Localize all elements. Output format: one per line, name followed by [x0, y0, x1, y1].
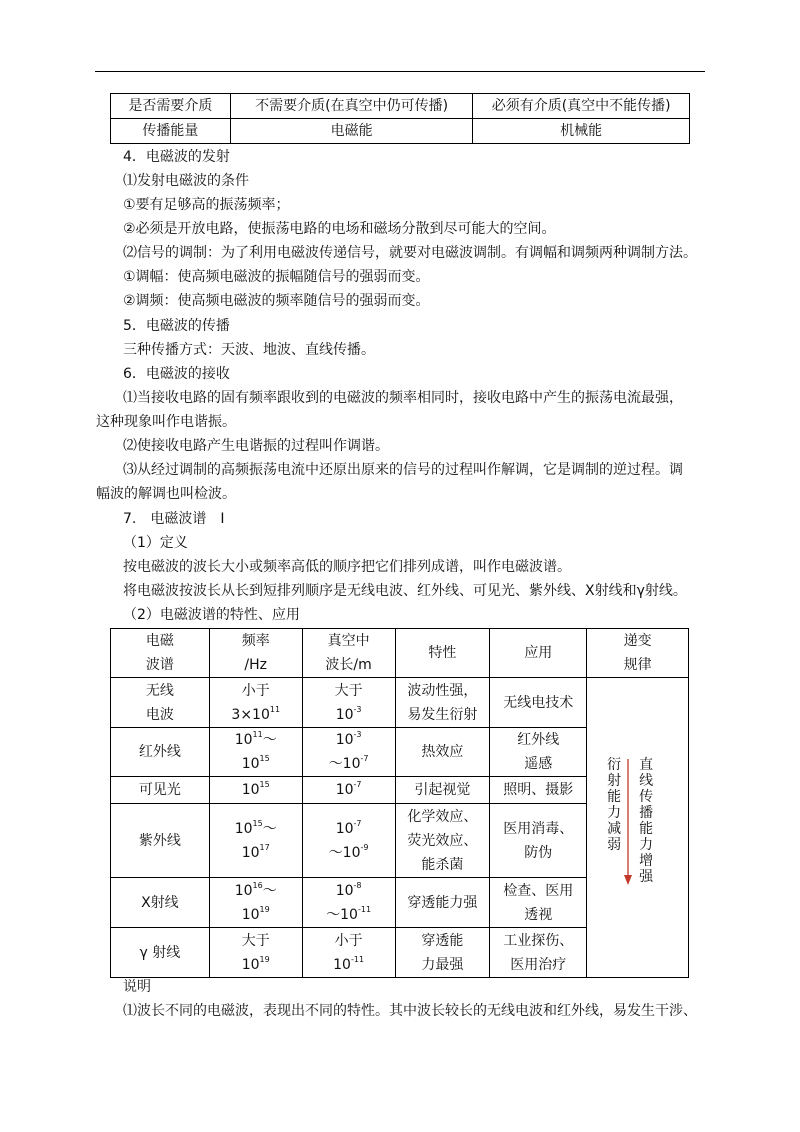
table-cell: $10^{-7}$ $\sim 10^{-9}$	[302, 804, 395, 878]
paragraph: 将电磁波按波长从长到短排列顺序是无线电波、红外线、可见光、紫外线、X射线和γ射线。	[123, 583, 687, 599]
paragraph: ①要有足够高的振荡频率；	[123, 197, 290, 213]
table-cell: 红外线	[111, 728, 210, 777]
column-header: 应用	[490, 629, 587, 678]
paragraph: ⑵使接收电路产生电谐振的过程叫作调谐。	[123, 438, 389, 454]
table-cell: 检查、医用 透视	[490, 878, 587, 928]
table-cell: $10^{15}\sim$ $10^{17}$	[209, 804, 302, 878]
paragraph: ⑵信号的调制：为了利用电磁波传递信号，就要对电磁波调制。有调幅和调频两种调制方法。	[123, 245, 697, 261]
section-heading: 4．电磁波的发射	[123, 149, 230, 165]
table-cell: $10^{-3}$ $\sim 10^{-7}$	[302, 728, 395, 777]
paragraph: 这种现象叫作电谐振。	[96, 414, 236, 430]
trend-char: 射	[607, 773, 622, 789]
table-cell: 热效应	[395, 728, 490, 777]
paragraph: ⑴当接收电路的固有频率跟收到的电磁波的频率相同时，接收电路中产生的振荡电流最强，	[123, 390, 683, 406]
paragraph: ⑴发射电磁波的条件	[123, 173, 249, 189]
table-cell: 是否需要介质	[111, 94, 231, 119]
trend-char: 能	[639, 821, 654, 837]
paragraph: ①调幅：使高频电磁波的振幅随信号的强弱而变。	[123, 269, 430, 285]
trend-right-text	[638, 757, 654, 885]
down-arrow-icon	[620, 757, 636, 887]
trend-char: 增	[639, 853, 654, 869]
table-cell: 必须有介质(真空中不能传播)	[473, 94, 690, 119]
column-header: 特性	[395, 629, 490, 678]
table-cell: 化学效应、 荧光效应、 能杀菌	[395, 804, 490, 878]
spectrum-table	[110, 628, 689, 978]
section-heading: 6．电磁波的接收	[123, 366, 230, 382]
table-cell: 紫外线	[111, 804, 210, 878]
table-cell: 波动性强， 易发生衍射	[395, 678, 490, 728]
section-heading: 7. 电磁波谱 Ⅰ	[123, 511, 225, 527]
section-heading: 5．电磁波的传播	[123, 318, 230, 334]
table-cell: γ 射线	[111, 928, 210, 978]
table-cell: 医用消毒、 防伪	[490, 804, 587, 878]
table-header-row	[111, 629, 689, 678]
table-cell: 穿透能力强	[395, 878, 490, 928]
paragraph: ⑴波长不同的电磁波，表现出不同的特性。其中波长较长的无线电波和红外线，易发生干涉、	[123, 1003, 697, 1019]
table-cell: 红外线 遥感	[490, 728, 587, 777]
table-cell: 工业探伤、 医用治疗	[490, 928, 587, 978]
table-cell: 无线 电波	[111, 678, 210, 728]
paragraph: ②必须是开放电路，使振荡电路的电场和磁场分散到尽可能大的空间。	[123, 221, 556, 237]
column-header: 递变 规律	[587, 629, 689, 678]
trend-char: 衍	[607, 757, 622, 773]
table-cell: 穿透能 力最强	[395, 928, 490, 978]
table-cell: $10^{16}\sim$ $10^{19}$	[209, 878, 302, 928]
note-heading: 说明	[123, 979, 151, 995]
paragraph: （2）电磁波谱的特性、应用	[123, 607, 300, 623]
trend-char: 力	[607, 805, 622, 821]
table-cell: 不需要介质(在真空中仍可传播)	[230, 94, 473, 119]
column-header: 真空中 波长/m	[302, 629, 395, 678]
table-cell: X射线	[111, 878, 210, 928]
trend-char: 直	[639, 757, 654, 773]
header-rule	[95, 71, 705, 72]
table-cell: $10^{-8}$ $\sim 10^{-11}$	[302, 878, 395, 928]
table-cell: 可见光	[111, 777, 210, 804]
table-cell: 小于 $10^{-11}$	[302, 928, 395, 978]
trend-cell	[587, 678, 689, 978]
table-row	[111, 94, 690, 119]
table-cell: $10^{15}$	[209, 777, 302, 804]
trend-char: 线	[639, 773, 654, 789]
column-header: 电磁 波谱	[111, 629, 210, 678]
trend-char: 弱	[607, 837, 622, 853]
trend-char: 减	[607, 821, 622, 837]
table-cell: 传播能量	[111, 119, 231, 144]
paragraph: （1）定义	[123, 535, 188, 551]
comparison-table	[110, 93, 690, 144]
table-cell: 小于 $3\times 10^{11}$	[209, 678, 302, 728]
paragraph: 三种传播方式：天波、地波、直线传播。	[123, 342, 375, 358]
paragraph: 按电磁波的波长大小或频率高低的顺序把它们排列成谱，叫作电磁波谱。	[123, 559, 571, 575]
table-cell: 大于 $10^{19}$	[209, 928, 302, 978]
table-cell: 大于 $10^{-3}$	[302, 678, 395, 728]
table-cell: 机械能	[473, 119, 690, 144]
table-cell: 电磁能	[230, 119, 473, 144]
column-header: 频率 /Hz	[209, 629, 302, 678]
table-row	[111, 678, 689, 728]
paragraph: 幅波的解调也叫检波。	[96, 486, 236, 502]
table-cell: $10^{11}\sim$ $10^{15}$	[209, 728, 302, 777]
table-row	[111, 119, 690, 144]
paragraph: ②调频：使高频电磁波的频率随信号的强弱而变。	[123, 293, 430, 309]
paragraph: ⑶从经过调制的高频振荡电流中还原出原来的信号的过程叫作解调，它是调制的逆过程。调	[123, 462, 683, 478]
table-cell: 无线电技术	[490, 678, 587, 728]
trend-char: 强	[639, 869, 654, 885]
trend-char: 力	[639, 837, 654, 853]
trend-char: 能	[607, 789, 622, 805]
table-cell: $10^{-7}$	[302, 777, 395, 804]
trend-char: 传	[639, 789, 654, 805]
trend-char: 播	[639, 805, 654, 821]
table-cell: 照明、摄影	[490, 777, 587, 804]
table-cell: 引起视觉	[395, 777, 490, 804]
